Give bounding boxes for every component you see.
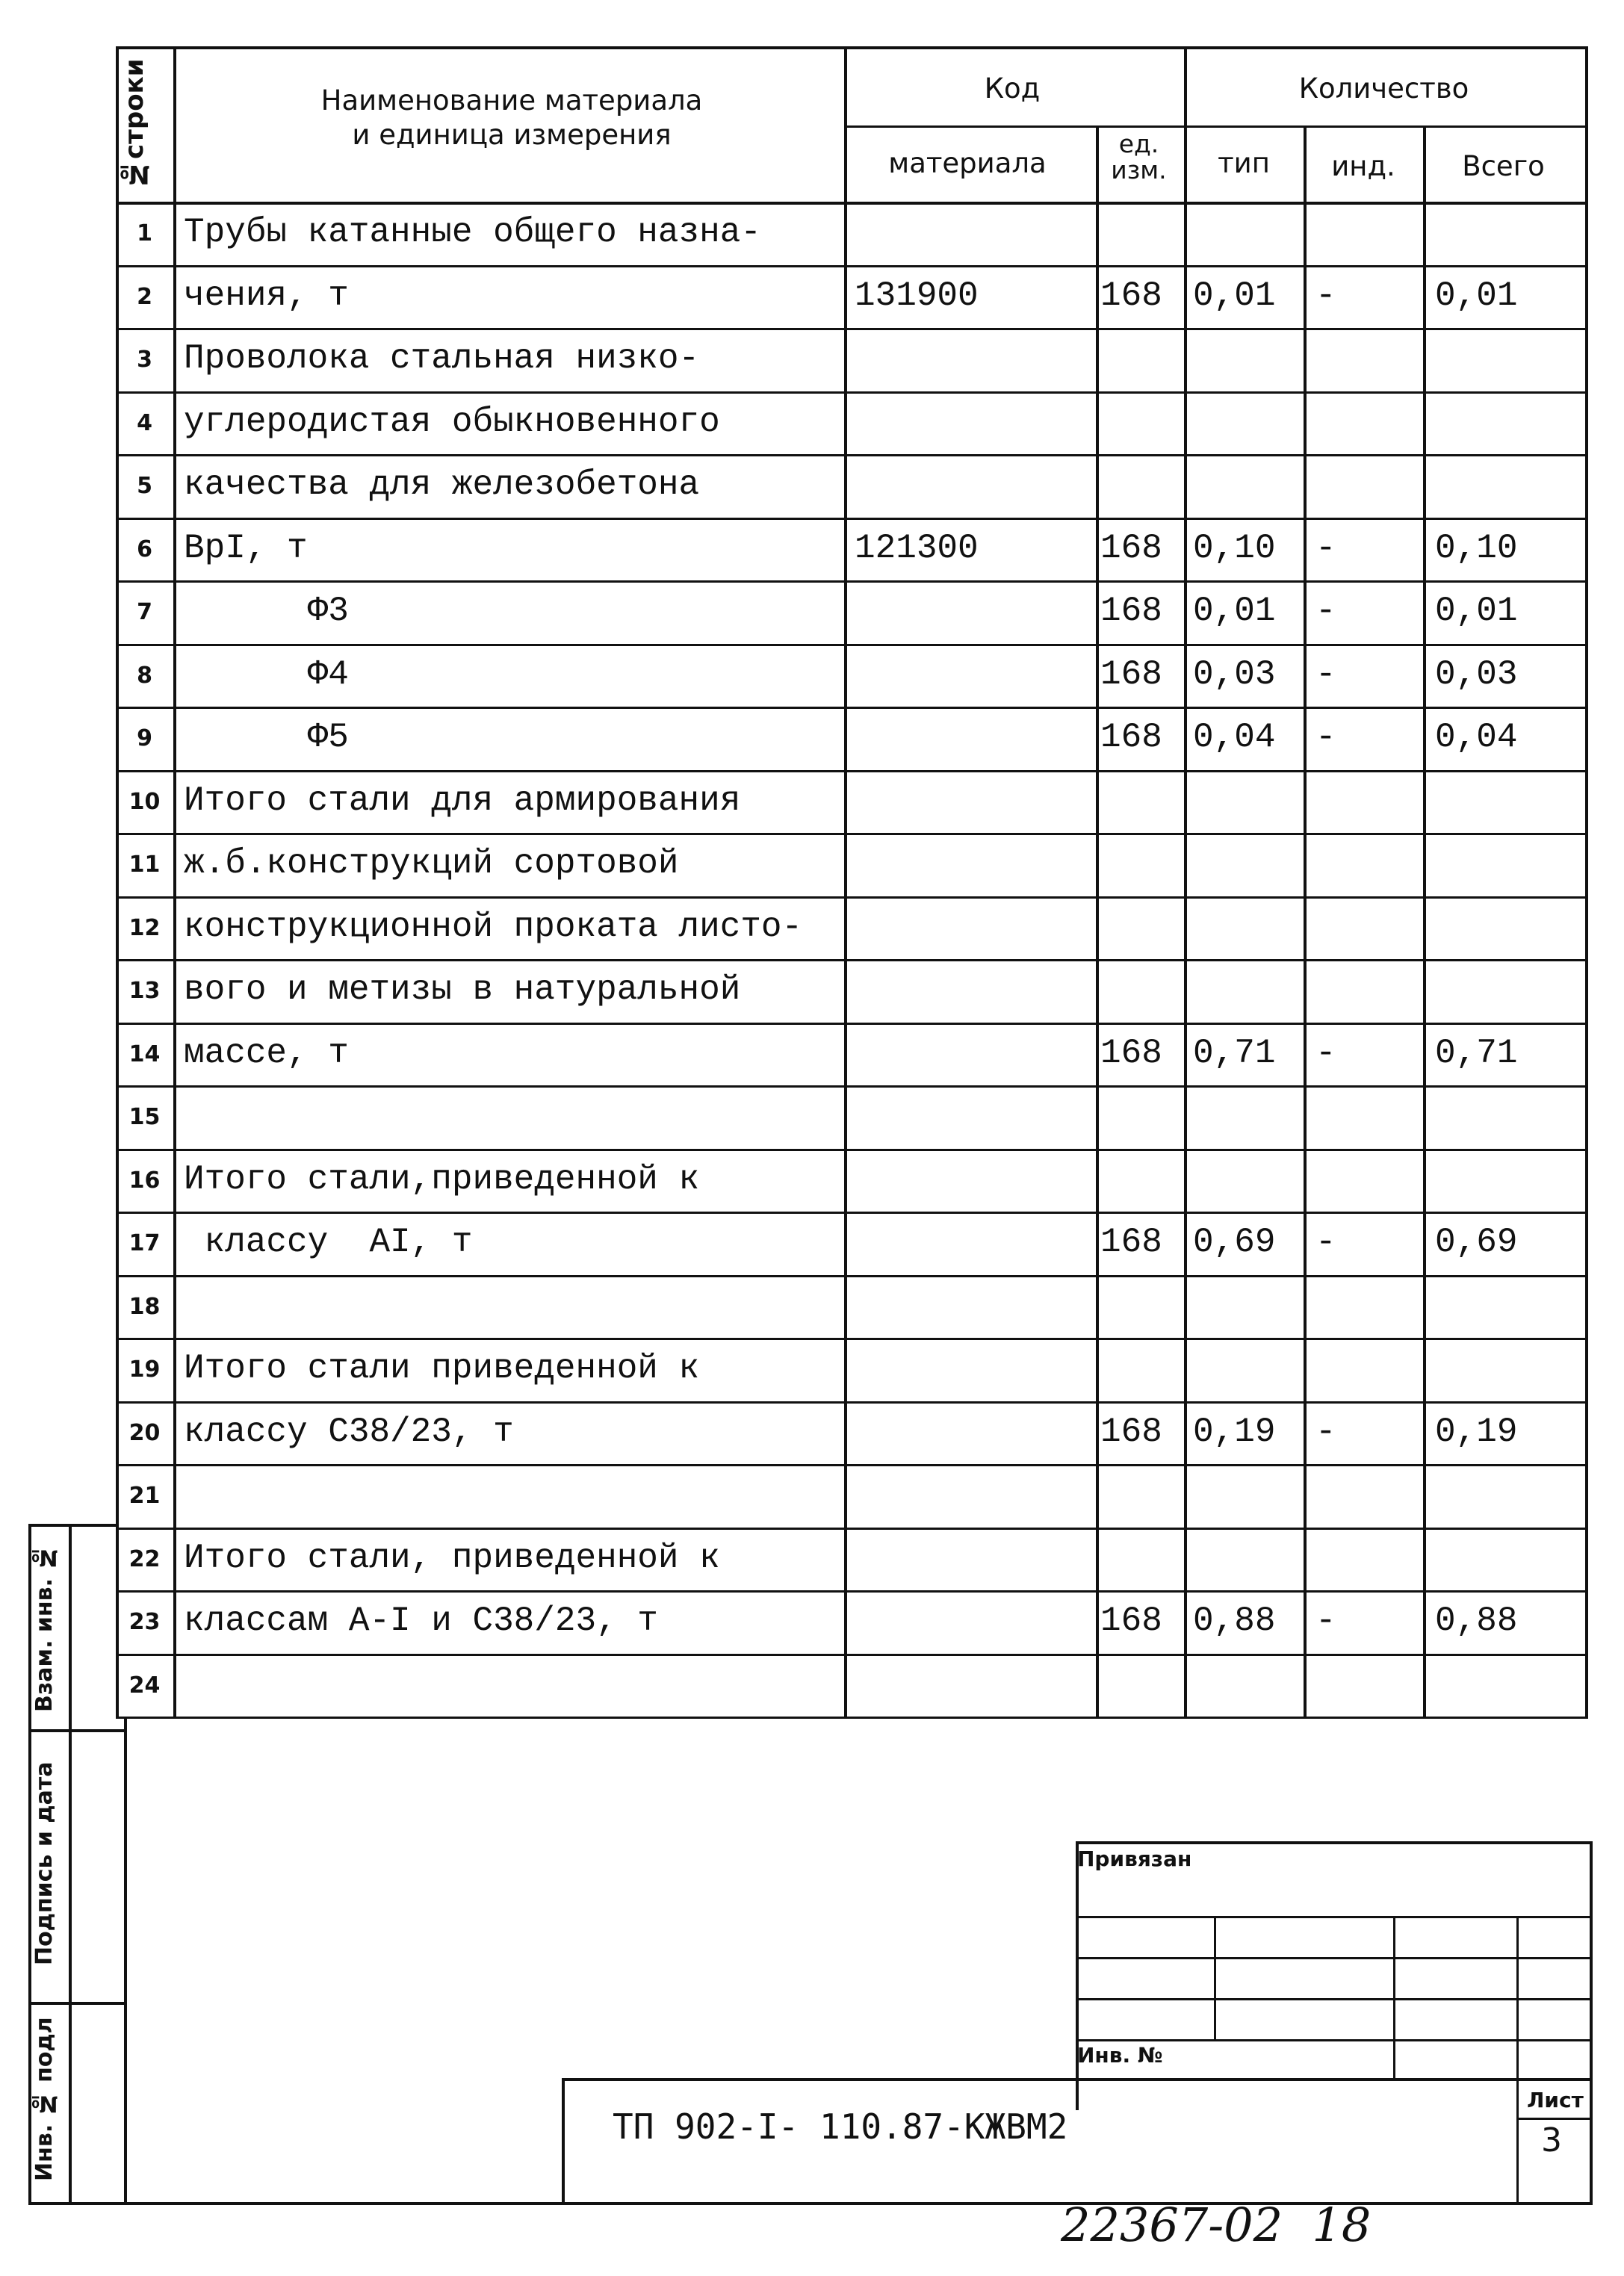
total-quantity: 0,04 [1435, 718, 1518, 757]
unit-code: 168 [1100, 655, 1162, 694]
row-number: 18 [128, 1294, 161, 1320]
total-quantity: 0,71 [1435, 1034, 1518, 1073]
type-quantity: 0,88 [1193, 1601, 1276, 1640]
material-name: Проволока стальная низко- [184, 339, 700, 378]
material-name: классу С38/23, т [184, 1413, 514, 1451]
unit-code [1100, 973, 1184, 1029]
attached-label: Привязан [1077, 1846, 1192, 1871]
title-block-line [562, 2078, 565, 2204]
column-divider [1423, 125, 1426, 1719]
row-number: 22 [128, 1546, 161, 1572]
unit-code [1100, 1162, 1184, 1218]
row-number: 12 [128, 915, 161, 941]
row-number: 13 [128, 978, 161, 1004]
unit-code [1100, 1289, 1184, 1345]
total-quantity [1435, 215, 1585, 271]
title-block-line [1076, 1916, 1591, 1918]
material-code [855, 784, 1096, 840]
material-name: Итого стали,приведенной к [184, 1160, 700, 1199]
type-quantity [1193, 1162, 1304, 1218]
title-block-line [1076, 1957, 1591, 1959]
type-quantity: 0,10 [1193, 529, 1276, 568]
material-code [855, 1162, 1096, 1218]
row-number: 6 [137, 536, 152, 562]
row-number: 20 [128, 1420, 161, 1446]
stamp-border [69, 1524, 72, 2204]
row-number: 3 [137, 347, 152, 373]
type-quantity: 0,69 [1193, 1223, 1276, 1262]
material-name: конструкционной проката листо- [184, 908, 803, 946]
row-number: 5 [137, 473, 152, 499]
individual-quantity: - [1315, 276, 1336, 315]
material-code [855, 1351, 1096, 1407]
material-name: классам А-I и С38/23, т [184, 1601, 658, 1640]
unit-code: 168 [1100, 1034, 1162, 1073]
individual-quantity: - [1315, 1413, 1336, 1451]
row-number-header: №строки [120, 58, 149, 190]
replacement-inventory-label: Взам. инв. № [31, 1544, 58, 1713]
row-number: 15 [128, 1104, 161, 1130]
row-number: 19 [128, 1356, 161, 1383]
individual-quantity: - [1315, 1034, 1336, 1073]
material-code [855, 973, 1096, 1029]
material-code [855, 1604, 1096, 1660]
material-name: Ф5 [184, 718, 349, 757]
individual-quantity [1315, 341, 1423, 397]
individual-quantity [1315, 846, 1423, 902]
sheet-number: 3 [1541, 2121, 1562, 2159]
row-number: 9 [137, 725, 152, 751]
material-name [184, 1477, 844, 1534]
material-code [855, 341, 1096, 397]
material-code [855, 468, 1096, 524]
individual-quantity [1315, 1477, 1423, 1534]
material-name: ж.б.конструкций сортовой [184, 844, 679, 883]
individual-quantity: - [1315, 655, 1336, 694]
total-quantity [1435, 341, 1585, 397]
total-quantity: 0,03 [1435, 655, 1518, 694]
material-name: классу AI, т [184, 1223, 473, 1262]
unit-code [1100, 846, 1184, 902]
material-name: Ф3 [184, 592, 349, 630]
row-number: 24 [128, 1672, 161, 1699]
sheet-label: Лист [1527, 2088, 1584, 2112]
row-number: 11 [128, 852, 161, 878]
total-quantity: 0,88 [1435, 1601, 1518, 1640]
row-number: 4 [137, 410, 152, 436]
type-quantity [1193, 846, 1304, 902]
unit-code [1100, 1099, 1184, 1155]
total-quantity [1435, 405, 1585, 461]
individual-quantity [1315, 1289, 1423, 1345]
unit-code [1100, 784, 1184, 840]
type-quantity [1193, 468, 1304, 524]
type-quantity [1193, 1351, 1304, 1407]
individual-quantity [1315, 973, 1423, 1029]
material-name: углеродистая обыкновенного [184, 403, 720, 441]
stamp-border [28, 2202, 127, 2205]
material-code-header: материала [888, 147, 1047, 179]
material-name: Итого стали приведенной к [184, 1349, 700, 1388]
unit-code [1100, 341, 1184, 397]
material-code [855, 405, 1096, 461]
individual-quantity: - [1315, 718, 1336, 757]
table-top-border [116, 46, 1585, 49]
row-number: 23 [128, 1609, 161, 1635]
type-quantity [1193, 784, 1304, 840]
material-code [855, 594, 1096, 650]
code-group-header: Код [984, 72, 1041, 105]
material-code [855, 215, 1096, 271]
material-name: качества для железобетона [184, 465, 700, 504]
individual-quantity [1315, 1667, 1423, 1723]
column-divider [1184, 46, 1187, 1719]
material-name [184, 1099, 844, 1155]
unit-code: 168 [1100, 718, 1162, 757]
individual-quantity: - [1315, 1601, 1336, 1640]
material-code [855, 720, 1096, 776]
individual-quantity: - [1315, 529, 1336, 568]
material-code [855, 657, 1096, 713]
total-header: Всего [1462, 150, 1545, 182]
type-quantity [1193, 1477, 1304, 1534]
material-code [855, 846, 1096, 902]
material-code [855, 1667, 1096, 1723]
unit-code [1100, 215, 1184, 271]
type-quantity [1193, 405, 1304, 461]
material-name: массе, т [184, 1034, 349, 1073]
signature-date-label: Подпись и дата [31, 1761, 58, 1966]
type-quantity [1193, 910, 1304, 966]
individual-quantity [1315, 1351, 1423, 1407]
type-quantity [1193, 1099, 1304, 1155]
unit-code: 168 [1100, 1601, 1162, 1640]
individual-quantity [1315, 1099, 1423, 1155]
material-name: чения, т [184, 276, 349, 315]
type-quantity [1193, 1667, 1304, 1723]
material-name: Итого стали, приведенной к [184, 1539, 720, 1578]
stamp-border [124, 1717, 127, 2204]
material-name: Итого стали для армирования [184, 781, 741, 820]
total-quantity [1435, 910, 1585, 966]
title-block-line [1076, 1998, 1591, 2000]
total-quantity [1435, 1351, 1585, 1407]
material-code [855, 1477, 1096, 1534]
title-block-line [1076, 2039, 1591, 2041]
row-number: 2 [137, 284, 152, 310]
individual-quantity [1315, 910, 1423, 966]
title-block-line [562, 2078, 1593, 2081]
row-number: 14 [128, 1041, 161, 1067]
total-quantity [1435, 1162, 1585, 1218]
material-code [855, 1099, 1096, 1155]
total-quantity: 0,01 [1435, 276, 1518, 315]
row-number: 1 [137, 220, 152, 246]
material-code: 121300 [855, 529, 979, 568]
type-quantity: 0,71 [1193, 1034, 1276, 1073]
individual-quantity [1315, 784, 1423, 840]
total-quantity: 0,10 [1435, 529, 1518, 568]
unit-code: 168 [1100, 276, 1162, 315]
unit-code [1100, 468, 1184, 524]
unit-code [1100, 1667, 1184, 1723]
archive-number: 22367-02 18 [1061, 2198, 1372, 2252]
unit-code [1100, 1351, 1184, 1407]
individual-quantity [1315, 1162, 1423, 1218]
material-code [855, 1415, 1096, 1471]
inventory-number-label: Инв. № [1077, 2043, 1163, 2068]
total-quantity [1435, 1289, 1585, 1345]
material-code [855, 910, 1096, 966]
title-block-line [1590, 1841, 1593, 2205]
total-quantity [1435, 1477, 1585, 1534]
material-name: ВрI, т [184, 529, 308, 568]
material-name [184, 1667, 844, 1723]
document-code: ТП 902-I- 110.87-КЖВМ2 [613, 2106, 1068, 2147]
column-divider [1585, 46, 1588, 1719]
type-quantity: 0,01 [1193, 276, 1276, 315]
name-column-header: Наименование материала и единица измерения [320, 84, 703, 152]
individual-quantity [1315, 468, 1423, 524]
material-code [855, 1225, 1096, 1281]
title-block-line [1076, 1841, 1591, 1844]
material-code [855, 1036, 1096, 1092]
material-name: Трубы катанные общего назна- [184, 213, 761, 252]
unit-code [1100, 1477, 1184, 1534]
original-inventory-label: Инв. № подл [31, 2017, 58, 2181]
title-block-line [1393, 1916, 1395, 2080]
column-divider [173, 46, 176, 1719]
column-divider [1304, 125, 1307, 1719]
header-bottom-border [116, 202, 1585, 205]
header-divider [844, 125, 1585, 128]
title-block-line [1516, 2118, 1591, 2120]
total-quantity: 0,69 [1435, 1223, 1518, 1262]
material-name: вого и метизы в натуральной [184, 970, 741, 1009]
material-code [855, 1541, 1096, 1597]
material-code [855, 1289, 1096, 1345]
total-quantity [1435, 973, 1585, 1029]
type-quantity [1193, 1541, 1304, 1597]
material-name: Ф4 [184, 655, 349, 694]
row-number: 16 [128, 1168, 161, 1194]
unit-code: 168 [1100, 1413, 1162, 1451]
column-divider [1096, 125, 1099, 1719]
total-quantity [1435, 784, 1585, 840]
individual-quantity [1315, 215, 1423, 271]
type-quantity [1193, 1289, 1304, 1345]
title-block-line [1214, 1916, 1216, 2039]
type-quantity: 0,19 [1193, 1413, 1276, 1451]
unit-code [1100, 910, 1184, 966]
type-quantity: 0,01 [1193, 592, 1276, 630]
row-number: 10 [128, 789, 161, 815]
row-number: 21 [128, 1483, 161, 1509]
type-header: тип [1218, 147, 1270, 179]
material-code: 131900 [855, 276, 979, 315]
material-name [184, 1289, 844, 1345]
unit-code: 168 [1100, 592, 1162, 630]
individual-quantity [1315, 1541, 1423, 1597]
total-quantity [1435, 468, 1585, 524]
total-quantity: 0,01 [1435, 592, 1518, 630]
total-quantity [1435, 1099, 1585, 1155]
total-quantity [1435, 846, 1585, 902]
unit-code [1100, 405, 1184, 461]
row-number: 8 [137, 663, 152, 689]
row-number: 7 [137, 599, 152, 625]
individual-quantity: - [1315, 1223, 1336, 1262]
unit-code-header: ед. изм. [1111, 129, 1167, 185]
unit-code: 168 [1100, 1223, 1162, 1262]
quantity-group-header: Количество [1298, 72, 1469, 105]
row-number: 17 [128, 1230, 161, 1256]
total-quantity: 0,19 [1435, 1413, 1518, 1451]
individual-quantity [1315, 405, 1423, 461]
individual-quantity: - [1315, 592, 1336, 630]
type-quantity [1193, 215, 1304, 271]
column-divider [844, 46, 847, 1719]
total-quantity [1435, 1541, 1585, 1597]
total-quantity [1435, 1667, 1585, 1723]
type-quantity: 0,03 [1193, 655, 1276, 694]
unit-code: 168 [1100, 529, 1162, 568]
type-quantity: 0,04 [1193, 718, 1276, 757]
type-quantity [1193, 973, 1304, 1029]
unit-code [1100, 1541, 1184, 1597]
type-quantity [1193, 341, 1304, 397]
individual-header: инд. [1331, 150, 1395, 182]
